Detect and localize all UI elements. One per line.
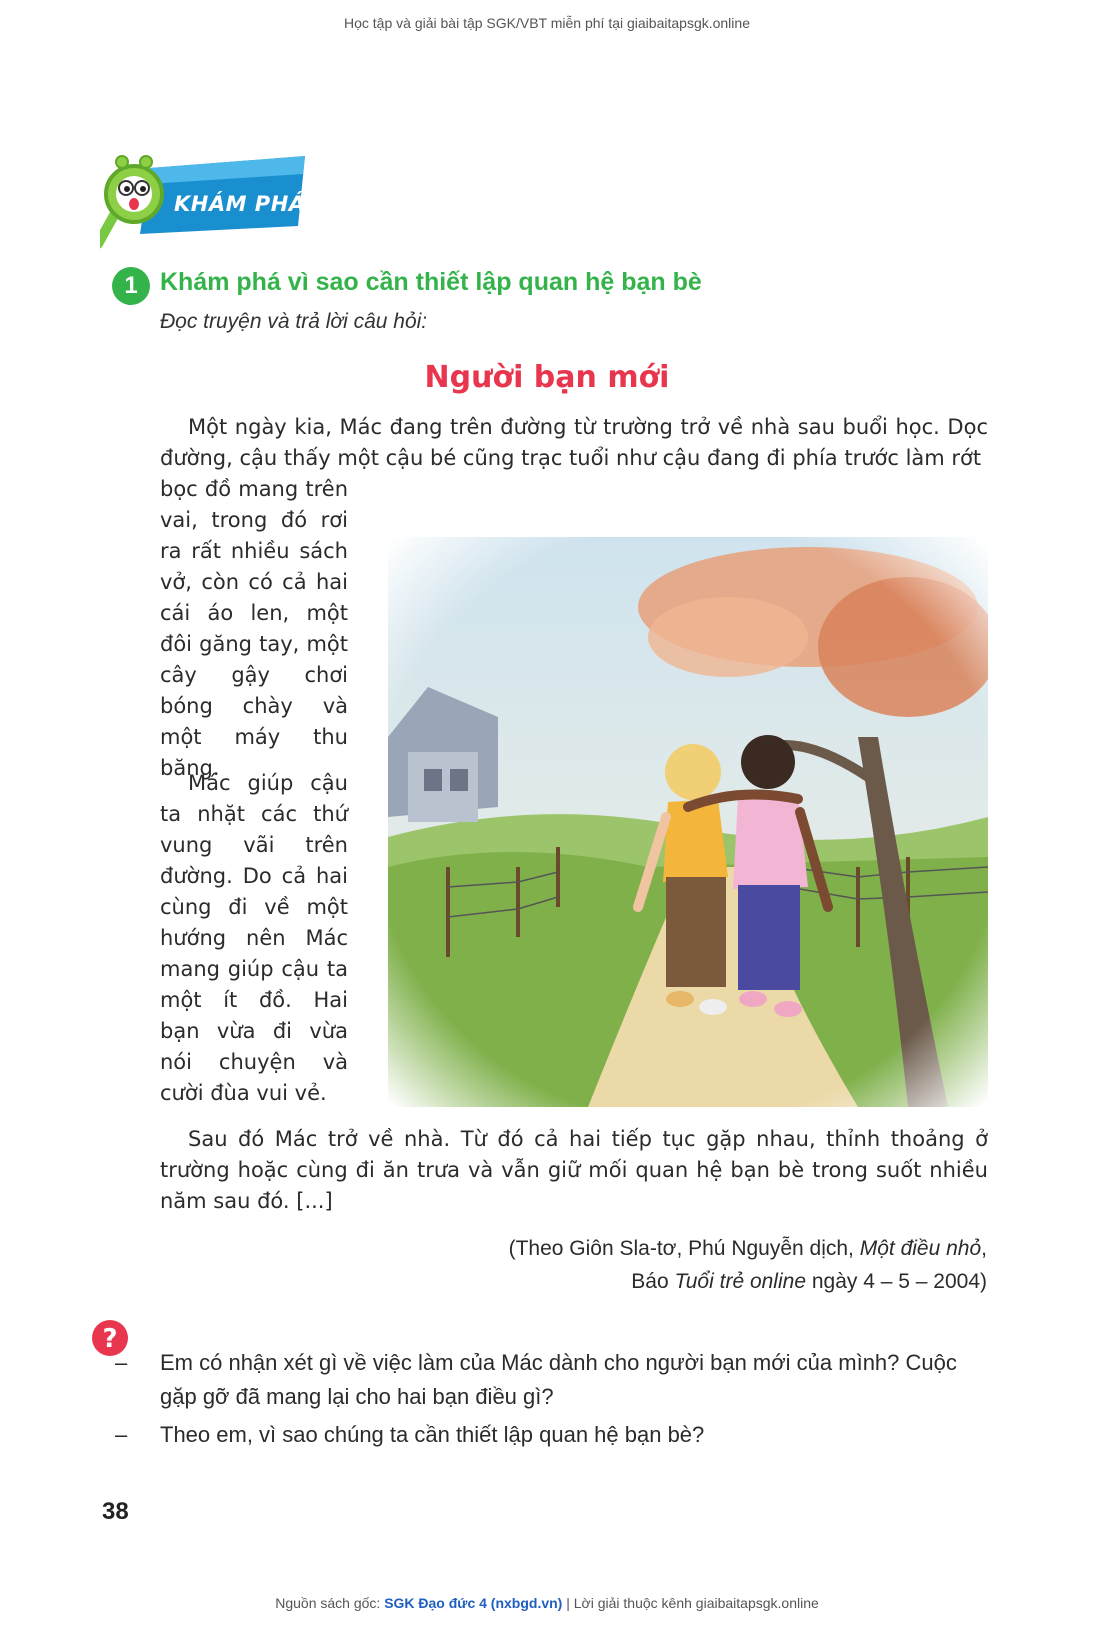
source-newspaper: Tuổi trẻ online xyxy=(674,1270,807,1293)
section-number: 1 xyxy=(112,267,150,305)
question-text: Theo em, vì sao chúng ta cần thiết lập quan hệ bạn bè? xyxy=(160,1422,705,1447)
question-1 xyxy=(115,1346,995,1414)
source-line1-pre: (Theo Giôn Sla-tơ, Phú Nguyễn dịch, xyxy=(508,1237,860,1260)
source-line2-post: ngày 4 – 5 – 2004) xyxy=(806,1270,987,1293)
question-text: Em có nhận xét gì về việc làm của Mác dành cho người bạn mới của mình? Cuộc gặp gỡ đã mang lại cho hai bạn điều gì? xyxy=(160,1350,957,1409)
question-dash: – xyxy=(115,1350,128,1375)
footer-note xyxy=(0,1595,1094,1611)
story-title: Người bạn mới xyxy=(424,360,670,395)
footer-post: | Lời giải thuộc kênh giaibaitapsgk.online xyxy=(562,1595,819,1611)
footer-pre: Nguồn sách gốc: xyxy=(275,1595,385,1611)
page-number: 38 xyxy=(102,1498,129,1525)
header-note: Học tập và giải bài tập SGK/VBT miễn phí tại giaibaitapsgk.online xyxy=(344,15,750,31)
source-line-1 xyxy=(509,1232,987,1265)
source-line-2 xyxy=(509,1265,987,1298)
story-source xyxy=(509,1232,987,1298)
source-book-title: Một điều nhỏ xyxy=(859,1237,982,1260)
story-illustration xyxy=(388,537,988,1107)
source-line1-post: , xyxy=(981,1237,987,1260)
question-dash: – xyxy=(115,1422,128,1447)
question-2 xyxy=(115,1418,995,1452)
kham-pha-badge xyxy=(100,148,320,258)
instruction-text: Đọc truyện và trả lời câu hỏi: xyxy=(160,310,428,333)
two-friends-walking-image xyxy=(388,537,988,1107)
badge-label: KHÁM PHÁ xyxy=(174,192,306,216)
footer-source-link[interactable]: SGK Đạo đức 4 (nxbgd.vn) xyxy=(384,1595,563,1611)
story-paragraph-1: Một ngày kia, Mác đang trên đường từ trường trở về nhà sau buổi học. Dọc đường, cậu thấy một cậu bé cũng trạc tuổi như cậu đang đi phía trước làm rớt xyxy=(160,415,988,470)
section-title: Khám phá vì sao cần thiết lập quan hệ bạn bè xyxy=(160,268,702,296)
story-paragraph-2: Mác giúp cậu ta nhặt các thứ vung vãi trên đường. Do cả hai cùng đi về một hướng nên Mác mang giúp cậu ta một ít đồ. Hai bạn vừa đi vừa nói chuyện và cười đùa vui vẻ. xyxy=(160,771,348,1105)
story-paragraph-1-continued: bọc đồ mang trên vai, trong đó rơi ra rất nhiều sách vở, còn có cả hai cái áo len, một đôi găng tay, một cây gậy chơi bóng chày và một máy thu băng. xyxy=(160,477,348,780)
story-paragraph-3: Sau đó Mác trở về nhà. Từ đó cả hai tiếp tục gặp nhau, thỉnh thoảng ở trường hoặc cùng đi ăn trưa và vẫn giữ mối quan hệ bạn bè trong suốt nhiều năm sau đó. [...] xyxy=(160,1127,988,1213)
source-line2-pre: Báo xyxy=(631,1270,675,1293)
svg-text:?: ? xyxy=(102,1324,118,1354)
